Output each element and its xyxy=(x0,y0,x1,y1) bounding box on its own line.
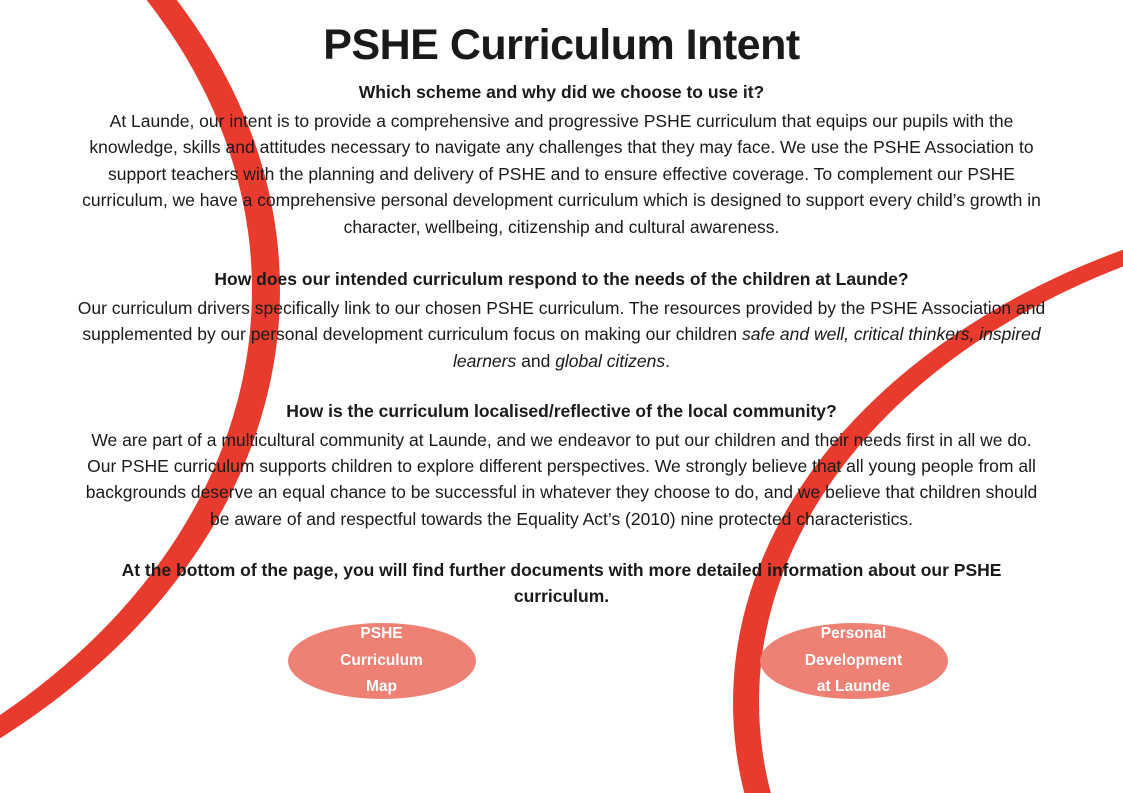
section-heading: How is the curriculum localised/reflective of the local community? xyxy=(286,400,837,421)
section-body: We are part of a multicultural community at Launde, and we endeavor to put our children and their needs first in all we do. Our PSHE curriculum supports children to explore different perspectives. We strongly believe that all young people from all backgrounds deserve an equal chance to be successful in whatever they choose to do, and we believe that children should be aware of and respectful towards the Equality Act’s (2010) nine protected characteristics. xyxy=(85,429,1038,529)
pshe-curriculum-map-button[interactable] xyxy=(288,623,476,699)
section-body xyxy=(72,295,1052,374)
section-heading: How does our intended curriculum respond to the needs of the children at Launde? xyxy=(214,269,909,290)
section-intended-curriculum xyxy=(72,268,1052,374)
document-links xyxy=(72,619,1052,739)
page-title: PSHE Curriculum Intent xyxy=(323,21,800,69)
section-body-text-1: Our curriculum drivers specifically link to our chosen PSHE curriculum. The resources provided by the PSHE Association and supplemented by our personal development curriculum focus on making our children xyxy=(77,297,1046,345)
section-body-text-2: and xyxy=(516,350,556,371)
button-label-line-3: Map xyxy=(366,678,397,696)
button-label-line-1: PSHE xyxy=(360,625,403,642)
button-label-line-2: Curriculum xyxy=(340,651,423,669)
section-scheme-rationale xyxy=(72,81,1052,240)
section-body-emphasis-1: safe and well, critical thinkers, inspired learners xyxy=(453,324,1041,371)
section-body: At Launde, our intent is to provide a comprehensive and progressive PSHE curriculum that equips our pupils with the knowledge, skills and attitudes necessary to navigate any challenges that they may face. We use the PSHE Association to support teachers with the planning and delivery of PSHE and to ensure effective coverage. To complement our PSHE curriculum, we have a comprehensive personal development curriculum which is designed to support every child’s growth in character, wellbeing, citizenship and cultural awareness. xyxy=(82,110,1041,237)
section-local-community xyxy=(72,400,1052,532)
button-label-line-3: at Launde xyxy=(816,678,891,696)
button-label-line-2: Development xyxy=(804,651,903,669)
section-body-emphasis-2: global citizens xyxy=(555,350,666,371)
slide-content xyxy=(72,0,1052,739)
section-body-text-3: . xyxy=(665,350,670,371)
footer-note: At the bottom of the page, you will find further documents with more detailed information about our PSHE curriculum. xyxy=(121,560,1002,606)
section-heading: Which scheme and why did we choose to use it? xyxy=(358,82,765,103)
button-label-line-1: Personal xyxy=(820,625,887,642)
personal-development-button[interactable] xyxy=(760,623,948,699)
